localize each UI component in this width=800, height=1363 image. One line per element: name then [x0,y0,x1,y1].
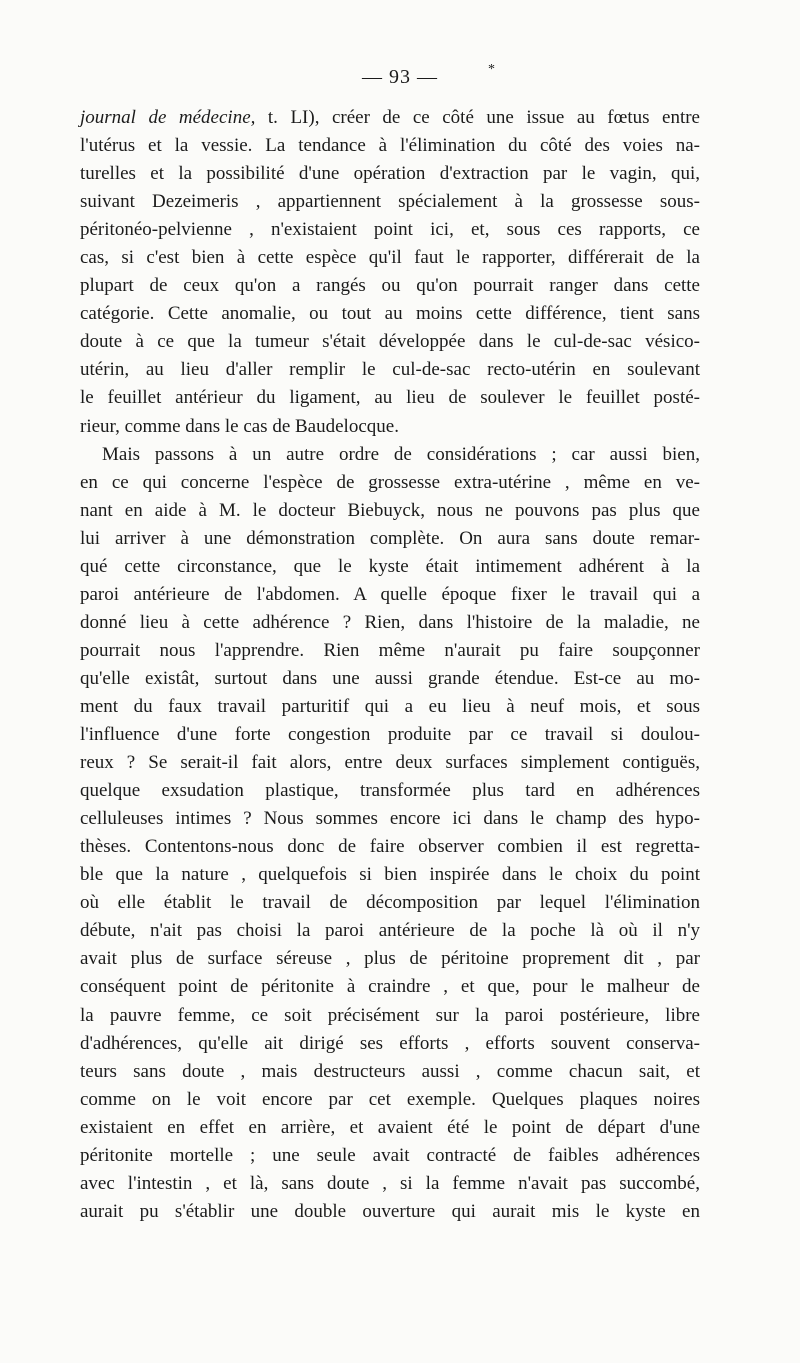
text-line: plupart de ceux qu'on a rangés ou qu'on pourrait ranger dans cette [80,275,700,297]
text-line: d'adhérences, qu'elle ait dirigé ses efforts , efforts souvent conserva- [80,1032,700,1054]
text-line: aurait pu s'établir une double ouverture qui aurait mis le kyste en [80,1200,700,1222]
text-line: avait plus de surface séreuse , plus de péritoine proprement dit , par [80,948,700,970]
text-line: l'utérus et la vessie. La tendance à l'élimination du côté des voies na- [80,135,700,157]
text-line: ble que la nature , quelquefois si bien inspirée dans le choix du point [80,864,700,886]
text-line: comme on le voit encore par cet exemple. Quelques plaques noires [80,1088,700,1110]
text-line: rieur, comme dans le cas de Baudelocque. [80,415,399,437]
text-line: pourrait nous l'apprendre. Rien même n'aurait pu faire soupçonner [80,639,700,661]
text-line: débute, n'ait pas choisi la paroi antérieure de la poche là où il n'y [80,920,700,942]
text-line: reux ? Se serait-il fait alors, entre deux surfaces simplement contiguës, [80,752,700,774]
margin-mark: * [488,62,495,77]
text-line: péritonite mortelle ; une seule avait contracté de faibles adhérences [80,1144,700,1166]
text-line: la pauvre femme, ce soit précisément sur la paroi postérieure, libre [80,1004,700,1026]
text-line: lui arriver à une démonstration complète. On aura sans doute remar- [80,527,700,549]
text-line: l'influence d'une forte congestion produite par ce travail si doulou- [80,724,700,746]
text-line: cas, si c'est bien à cette espèce qu'il faut le rapporter, différerait de la [80,247,700,269]
text-line: turelles et la possibilité d'une opération d'extraction par le vagin, qui, [80,163,700,185]
text-line: celluleuses intimes ? Nous sommes encore ici dans le champ des hypo- [80,808,700,830]
text-line: teurs sans doute , mais destructeurs aussi , comme chacun sait, et [80,1060,700,1082]
page-number: — 93 — [362,66,438,88]
text-line: donné lieu à cette adhérence ? Rien, dans l'histoire de la maladie, ne [80,611,700,633]
text-line: suivant Dezeimeris , appartiennent spécialement à la grossesse sous- [80,191,700,213]
text-line: avec l'intestin , et là, sans doute , si la femme n'avait pas succombé, [80,1172,700,1194]
text-line: conséquent point de péritonite à craindre , et que, pour le malheur de [80,976,700,998]
text-line: utérin, au lieu d'aller remplir le cul-de-sac recto-utérin en soulevant [80,359,700,381]
text-line: ment du faux travail parturitif qui a eu lieu à neuf mois, et sous [80,695,700,717]
text-line: où elle établit le travail de décomposition par lequel l'élimination [80,892,700,914]
text-line: en ce qui concerne l'espèce de grossesse extra-utérine , même en ve- [80,471,700,493]
text-line: quelque exsudation plastique, transformée plus tard en adhérences [80,780,700,802]
paragraph-start: Mais passons à un autre ordre de considérations ; car aussi bien, [102,443,700,465]
text-line [80,104,700,132]
journal-citation: journal de médecine, [80,107,256,128]
text-line: doute à ce que la tumeur s'était développée dans le cul-de-sac vésico- [80,331,700,353]
text-line: péritonéo-pelvienne , n'existaient point ici, et, sous ces rapports, ce [80,219,700,241]
text-line-rest: t. LI), créer de ce côté une issue au fœtus entre [255,107,700,128]
text-line: paroi antérieure de l'abdomen. A quelle époque fixer le travail qui a [80,583,700,605]
body-text [80,104,700,1226]
text-line: le feuillet antérieur du ligament, au lieu de soulever le feuillet posté- [80,387,700,409]
text-line: qué cette circonstance, que le kyste était intimement adhérent à la [80,555,700,577]
text-line: catégorie. Cette anomalie, ou tout au moins cette différence, tient sans [80,303,700,325]
text-line: thèses. Contentons-nous donc de faire observer combien il est regretta- [80,836,700,858]
text-line: qu'elle existât, surtout dans une aussi grande étendue. Est-ce au mo- [80,667,700,689]
text-line: nant en aide à M. le docteur Biebuyck, nous ne pouvons pas plus que [80,499,700,521]
text-line: existaient en effet en arrière, et avaient été le point de départ d'une [80,1116,700,1138]
